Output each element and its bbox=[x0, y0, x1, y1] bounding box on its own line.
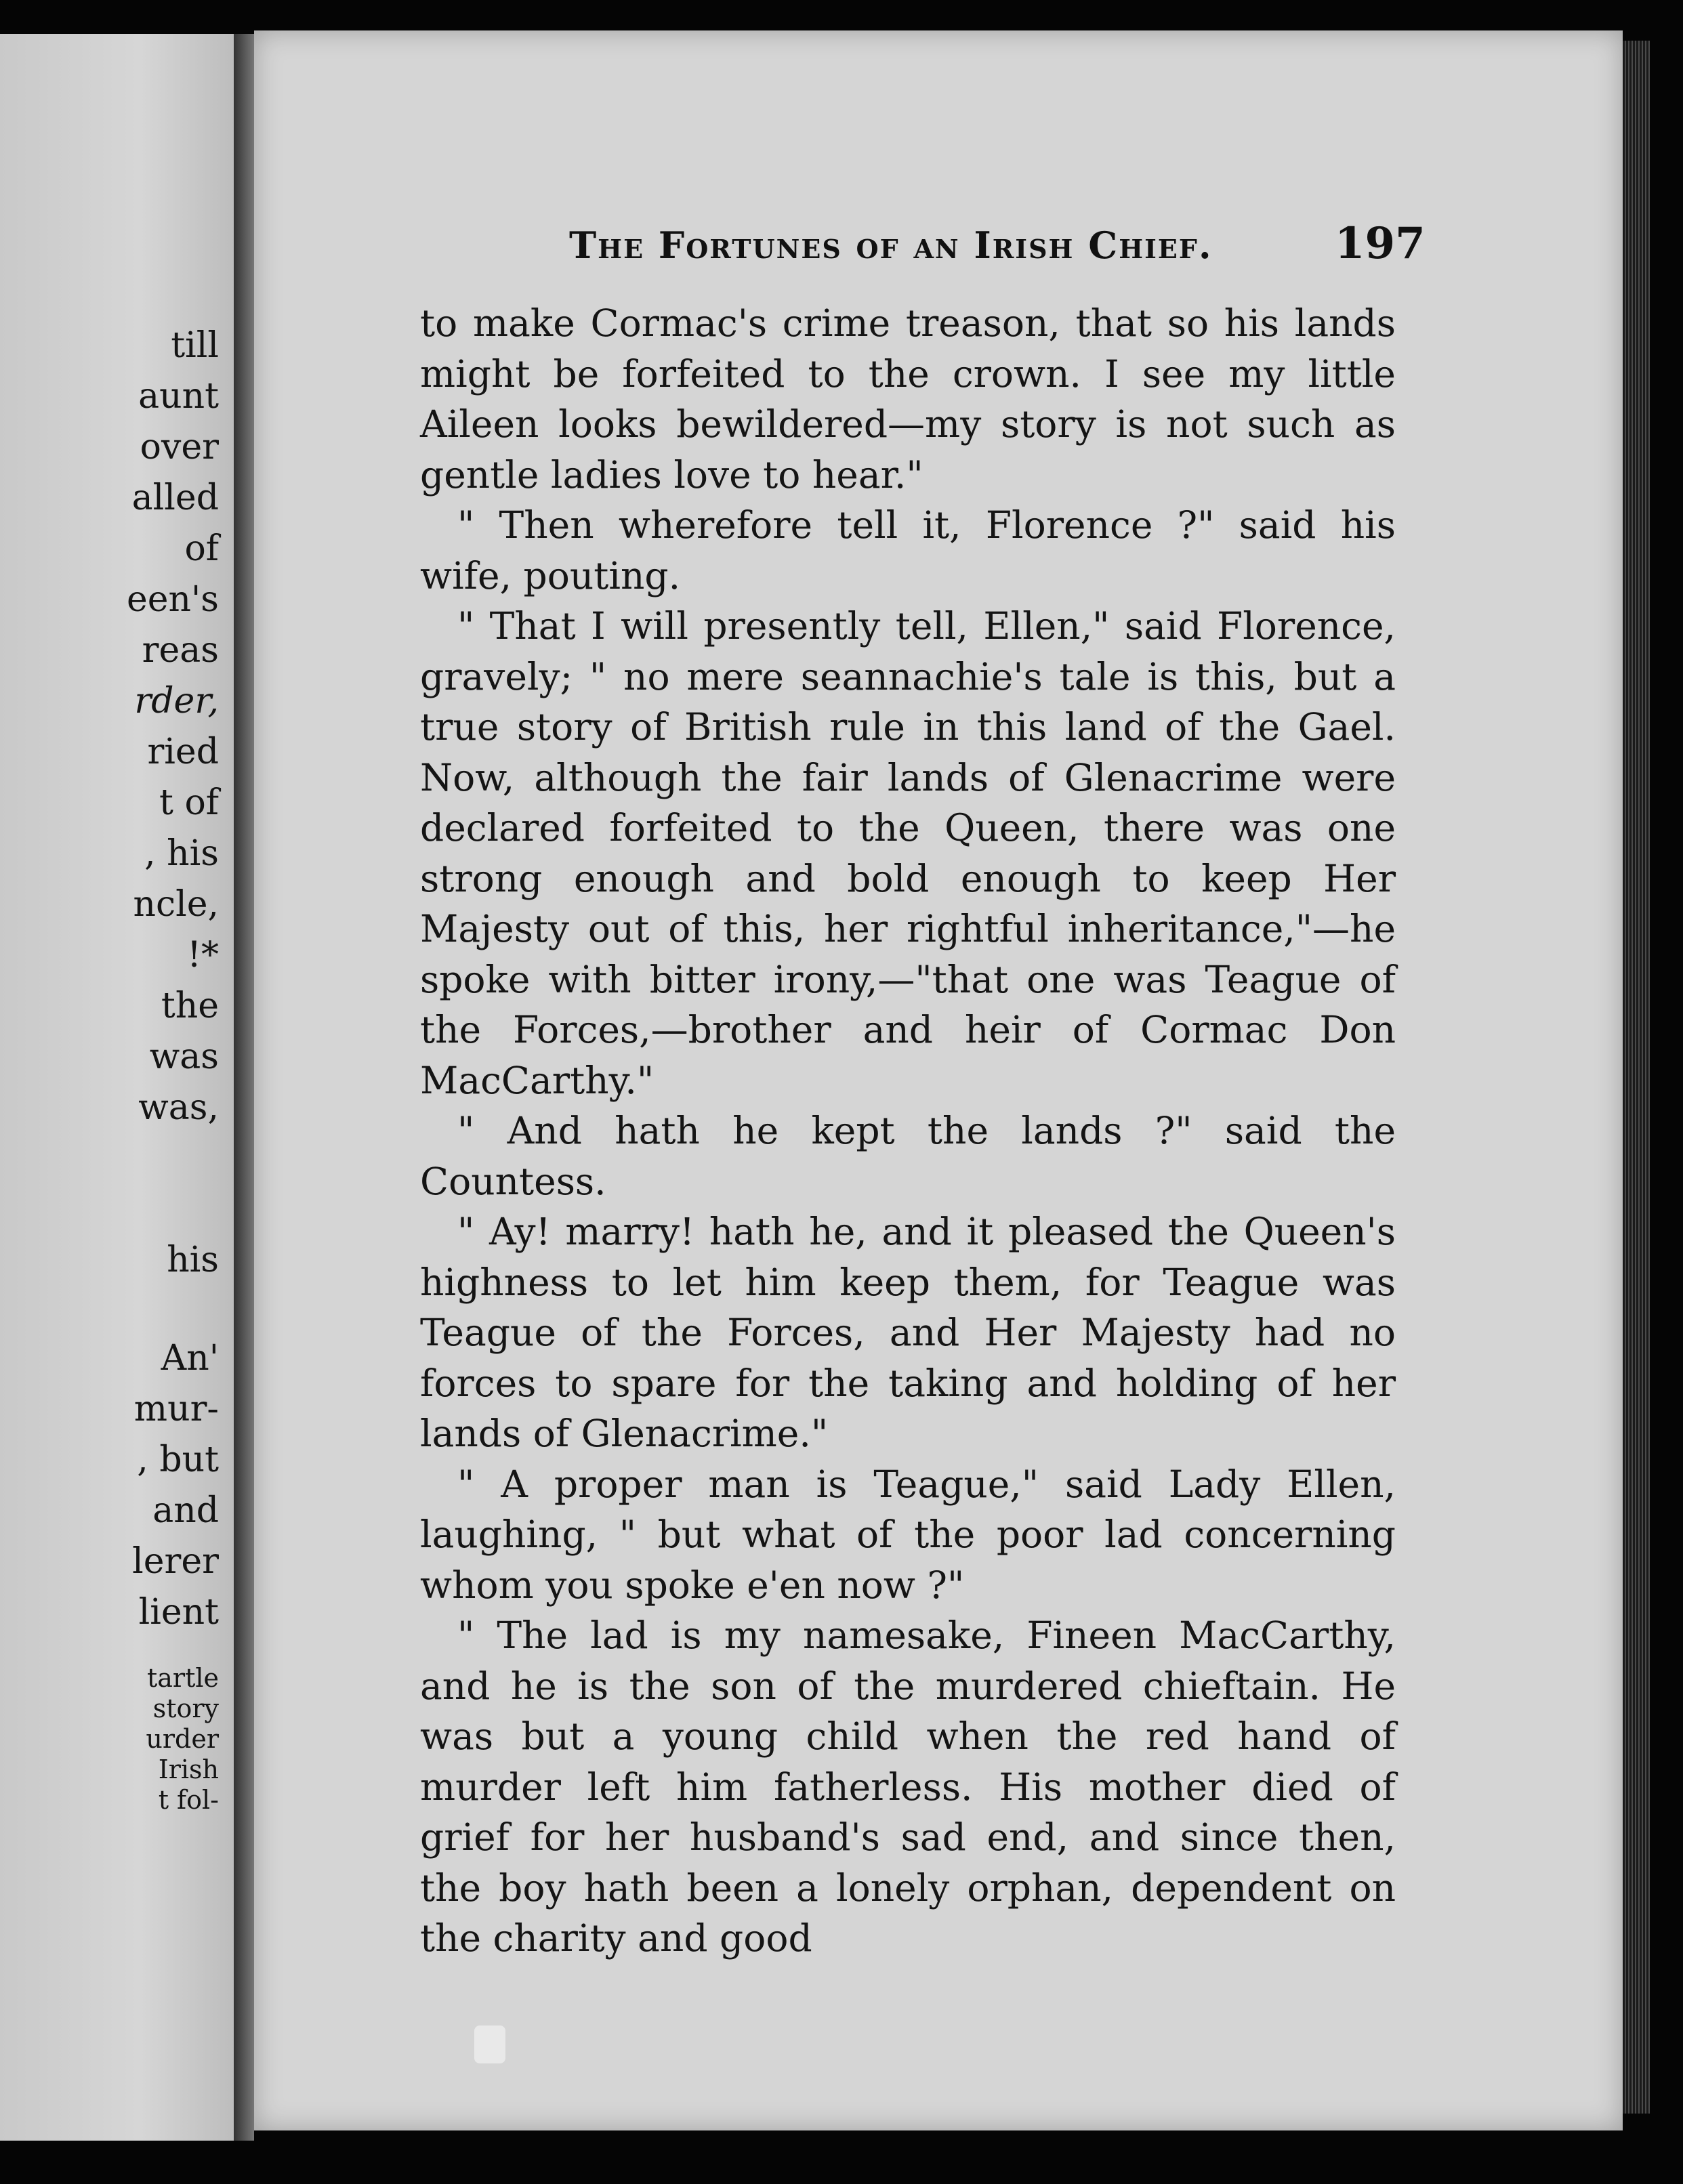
left-footnote-fragment: story bbox=[152, 1694, 219, 1723]
left-fragment: , but bbox=[137, 1440, 219, 1480]
book-gutter bbox=[234, 34, 254, 2141]
left-fragment: An' bbox=[161, 1338, 219, 1379]
page-number: 197 bbox=[1335, 218, 1426, 269]
left-fragment: rder, bbox=[134, 681, 219, 721]
left-fragment: ncle, bbox=[133, 884, 219, 925]
left-footnote-fragment: t fol- bbox=[158, 1785, 219, 1815]
left-fragment: his bbox=[167, 1240, 219, 1280]
left-fragment: mur- bbox=[133, 1389, 219, 1429]
left-fragment: alled bbox=[131, 478, 219, 518]
paper-blemish bbox=[474, 2025, 505, 2063]
paragraph: " Ay! marry! hath he, and it pleased the Queen's highness to let him keep them, for Teague was Teague of the Forces, and Her Majesty had no forces to spare for the taking and holding of her lands of Glenacrime." bbox=[420, 1210, 1396, 1455]
left-fragment: aunt bbox=[138, 376, 219, 417]
paragraph: " Then wherefore tell it, Florence ?" said his wife, pouting. bbox=[420, 503, 1396, 597]
left-fragment: , his bbox=[144, 833, 219, 874]
paragraph: " A proper man is Teague," said Lady Ellen, laughing, " but what of the poor lad concerning whom you spoke e'en now ?" bbox=[420, 1462, 1396, 1607]
left-fragment: !* bbox=[187, 935, 219, 975]
paragraph: " The lad is my namesake, Fineen MacCarthy, and he is the son of the murdered chieftain. He was but a young child when the red hand of murder left him fatherless. His mother died of grief for her husband's sad end, and since then, the boy hath been a lonely orphan, dependent on the charity and good bbox=[420, 1614, 1396, 1960]
left-fragment: een's bbox=[126, 579, 219, 620]
left-fragment: t of bbox=[159, 782, 219, 823]
left-fragment: lerer bbox=[132, 1541, 219, 1582]
paragraph: " And hath he kept the lands ?" said the Countess. bbox=[420, 1109, 1396, 1203]
left-fragment: the bbox=[161, 986, 219, 1026]
paragraph: to make Cormac's crime treason, that so his lands might be forfeited to the crown. I see my little Aileen looks bewildered—my story is not such as gentle ladies love to hear." bbox=[420, 301, 1396, 497]
body-text bbox=[420, 298, 1396, 1964]
left-fragment: of bbox=[184, 528, 219, 569]
left-footnote-fragment: Irish bbox=[158, 1755, 219, 1784]
left-page bbox=[0, 34, 234, 2141]
left-fragment: lient bbox=[138, 1592, 219, 1633]
paragraph: " That I will presently tell, Ellen," said Florence, gravely; " no mere seannachie's tale is this, but a true story of British rule in this land of the Gael. Now, although the fair lands of Glenacrime were declared forfeited to the Queen, there was one strong enough and bold enough to keep Her Majesty out of this, her rightful inheritance,"—he spoke with bitter irony,—"that one was Teague of the Forces,—brother and heir of Cormac Don MacCarthy." bbox=[420, 604, 1396, 1102]
left-fragment: was bbox=[149, 1036, 219, 1077]
left-footnote-fragment: tartle bbox=[146, 1663, 219, 1693]
page-edges bbox=[1623, 41, 1650, 2114]
running-head: The Fortunes of an Irish Chief. bbox=[569, 224, 1213, 267]
left-footnote-fragment: urder bbox=[146, 1724, 219, 1754]
left-fragment: and bbox=[152, 1490, 219, 1531]
left-fragment: was, bbox=[138, 1087, 219, 1128]
left-fragment: till bbox=[171, 325, 219, 366]
left-fragment: over bbox=[140, 427, 219, 467]
left-fragment: reas bbox=[142, 630, 219, 671]
left-fragment: ried bbox=[147, 732, 219, 772]
